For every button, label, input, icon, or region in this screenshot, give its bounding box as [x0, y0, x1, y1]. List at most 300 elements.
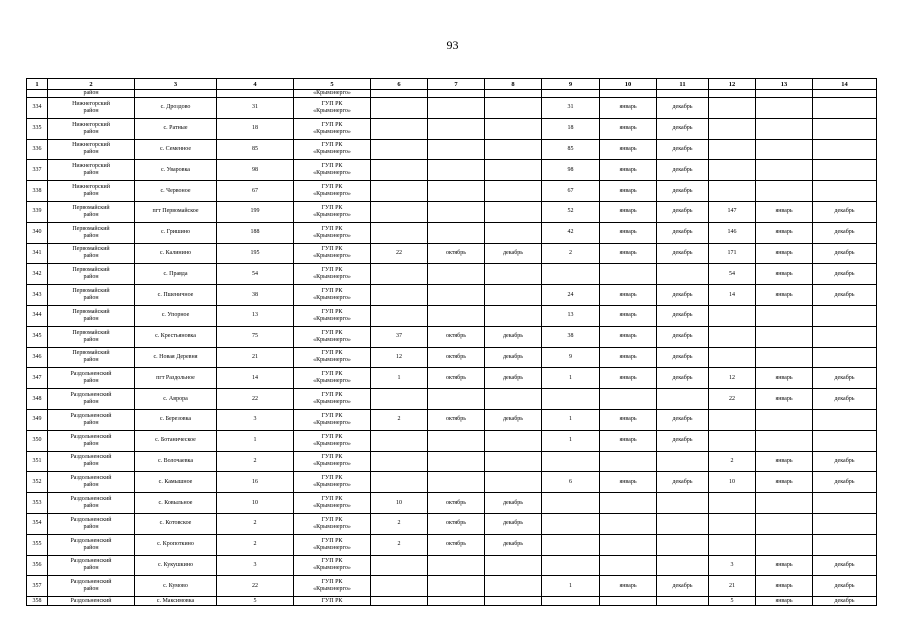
table-row-partial [27, 597, 877, 606]
cell-number: 343 [27, 285, 48, 306]
cell-district-line: район [83, 503, 99, 510]
cell-c12: 171 [709, 243, 756, 264]
table-row [27, 98, 877, 119]
cell-org-line: ГУП РК [321, 267, 343, 274]
cell-c12: 14 [709, 285, 756, 306]
cell-org-line: «Крымэнерго» [313, 211, 351, 218]
cell-org-line: ГУП РК [321, 308, 343, 315]
cell-org-line: ГУП РК [321, 121, 343, 128]
cell-org [294, 160, 371, 181]
cell-c10: январь [600, 368, 657, 389]
column-header: 7 [428, 79, 485, 90]
cell-district [48, 118, 135, 139]
cell-org-line: «Крымэнерго» [313, 523, 351, 530]
table-row [27, 139, 877, 160]
cell-district-line: Раздольненский [70, 371, 112, 378]
column-header: 10 [600, 79, 657, 90]
cell-c14: декабрь [813, 264, 877, 285]
cell-org [294, 326, 371, 347]
cell-district-line: район [83, 399, 99, 406]
cell-total: 5 [217, 597, 294, 606]
cell-org [294, 98, 371, 119]
cell-c14: декабрь [813, 555, 877, 576]
cell-org-line: «Крымэнерго» [313, 315, 351, 322]
cell-district [48, 139, 135, 160]
cell-c14 [813, 98, 877, 119]
cell-org-line: ГУП РК [321, 392, 343, 399]
cell-c7: октябрь [428, 513, 485, 534]
table-row [27, 389, 877, 410]
cell-c11: декабрь [657, 305, 709, 326]
cell-org-line: ГУП РК [321, 537, 343, 544]
cell-district-line: Раздольненский [70, 433, 112, 440]
cell-org-line: «Крымэнерго» [313, 274, 351, 281]
cell-c9 [542, 389, 600, 410]
cell-c8: декабрь [485, 243, 542, 264]
cell-district-line: Раздольненский [70, 496, 112, 503]
column-header: 5 [294, 79, 371, 90]
cell-district [48, 576, 135, 597]
cell-district-line: район [83, 295, 99, 302]
cell-total: 98 [217, 160, 294, 181]
cell-c11: декабрь [657, 181, 709, 202]
cell-c12: 146 [709, 222, 756, 243]
cell-c6: 2 [371, 513, 428, 534]
cell-total: 2 [217, 534, 294, 555]
cell-c10: январь [600, 160, 657, 181]
cell-org-line: «Крымэнерго» [313, 232, 351, 239]
cell-c11: декабрь [657, 368, 709, 389]
cell-district-line: Раздольненский [70, 558, 112, 565]
cell-empty [542, 90, 600, 98]
cell-number: 337 [27, 160, 48, 181]
cell-org [294, 451, 371, 472]
cell-c14: декабрь [813, 368, 877, 389]
cell-c13: январь [756, 201, 813, 222]
cell-empty [428, 90, 485, 98]
cell-org-line: «Крымэнерго» [313, 399, 351, 406]
cell-c7 [428, 98, 485, 119]
cell-district-line: Раздольненский [70, 392, 112, 399]
cell-total: 22 [217, 389, 294, 410]
cell-c7 [428, 555, 485, 576]
cell-empty [657, 597, 709, 606]
column-header: 13 [756, 79, 813, 90]
cell-c9: 9 [542, 347, 600, 368]
cell-c10: январь [600, 98, 657, 119]
cell-c12: 147 [709, 201, 756, 222]
cell-c13: январь [756, 451, 813, 472]
cell-org [294, 118, 371, 139]
cell-settlement: с. Ковыльное [135, 493, 217, 514]
cell-c11: декабрь [657, 160, 709, 181]
cell-number: 345 [27, 326, 48, 347]
cell-org [294, 222, 371, 243]
cell-c8: декабрь [485, 368, 542, 389]
cell-empty [135, 90, 217, 98]
cell-c8 [485, 472, 542, 493]
cell-c7 [428, 576, 485, 597]
cell-org-line: ГУП РК [321, 558, 343, 565]
cell-org-line: «Крымэнерго» [313, 378, 351, 385]
cell-c6 [371, 305, 428, 326]
cell-org-line: «Крымэнерго» [313, 440, 351, 447]
cell-settlement: с. Максимовка [135, 597, 217, 606]
cell-district-line: район [83, 378, 99, 385]
cell-org [294, 409, 371, 430]
cell-district: Раздольненский [48, 597, 135, 606]
cell-c14: декабрь [813, 243, 877, 264]
cell-district-line: район [83, 586, 99, 593]
cell-c10: январь [600, 409, 657, 430]
cell-org [294, 389, 371, 410]
cell-total: 21 [217, 347, 294, 368]
cell-c12 [709, 305, 756, 326]
cell-c11: декабрь [657, 409, 709, 430]
cell-c11 [657, 389, 709, 410]
cell-number: 338 [27, 181, 48, 202]
cell-c13 [756, 534, 813, 555]
cell-c13: январь [756, 389, 813, 410]
cell-district-line: Раздольненский [70, 475, 112, 482]
cell-district [48, 305, 135, 326]
cell-settlement: с. Березовка [135, 409, 217, 430]
cell-settlement: с. Семенное [135, 139, 217, 160]
cell-c14 [813, 493, 877, 514]
cell-district-line: район [83, 482, 99, 489]
cell-c9: 24 [542, 285, 600, 306]
cell-c12 [709, 534, 756, 555]
cell-district-line: район [83, 440, 99, 447]
cell-c6 [371, 430, 428, 451]
cell-c10 [600, 555, 657, 576]
cell-c8 [485, 555, 542, 576]
cell-org-line: «Крымэнерго» [313, 336, 351, 343]
cell-settlement: с. Правда [135, 264, 217, 285]
cell-district-line: Раздольненский [70, 454, 112, 461]
cell-settlement: с. Камышное [135, 472, 217, 493]
cell-number: 335 [27, 118, 48, 139]
cell-org-line: ГУП РК [321, 579, 343, 586]
cell-c13 [756, 160, 813, 181]
cell-c14 [813, 430, 877, 451]
cell-total: 75 [217, 326, 294, 347]
cell-c11: декабрь [657, 98, 709, 119]
cell-total: 31 [217, 98, 294, 119]
cell-org-line: «Крымэнерго» [313, 461, 351, 468]
cell-settlement: с. Новая Деревня [135, 347, 217, 368]
cell-c12 [709, 118, 756, 139]
cell-c13 [756, 181, 813, 202]
cell-org-line: «Крымэнерго» [313, 565, 351, 572]
cell-number: 357 [27, 576, 48, 597]
cell-c7 [428, 264, 485, 285]
column-header: 2 [48, 79, 135, 90]
cell-c6: 2 [371, 534, 428, 555]
cell-total: 199 [217, 201, 294, 222]
cell-number: 351 [27, 451, 48, 472]
cell-c12: 21 [709, 576, 756, 597]
cell-district-line: Первомайский [72, 246, 110, 253]
cell-org-line: ГУП РК [321, 225, 343, 232]
cell-c9 [542, 264, 600, 285]
column-header: 1 [27, 79, 48, 90]
cell-c9: 98 [542, 160, 600, 181]
cell-settlement: с. Волочаевка [135, 451, 217, 472]
cell-c13 [756, 347, 813, 368]
cell-district [48, 534, 135, 555]
cell-c13: январь [756, 472, 813, 493]
cell-org-line: ГУП РК [321, 100, 343, 107]
cell-total: 10 [217, 493, 294, 514]
cell-c13 [756, 326, 813, 347]
cell-empty [485, 90, 542, 98]
cell-c13: январь [756, 222, 813, 243]
cell-c9 [542, 534, 600, 555]
cell-c14: декабрь [813, 389, 877, 410]
cell-c9: 42 [542, 222, 600, 243]
cell-c13 [756, 305, 813, 326]
cell-total: 18 [217, 118, 294, 139]
cell-org [294, 201, 371, 222]
cell-org-line: «Крымэнерго» [313, 357, 351, 364]
cell-c8: декабрь [485, 409, 542, 430]
cell-org-line: ГУП РК [321, 329, 343, 336]
table-row [27, 305, 877, 326]
cell-district-line: район [83, 191, 99, 198]
cell-number: 353 [27, 493, 48, 514]
cell-district [48, 430, 135, 451]
table-row [27, 201, 877, 222]
cell-empty [600, 597, 657, 606]
cell-district-line: Первомайский [72, 288, 110, 295]
cell-c9: 1 [542, 430, 600, 451]
cell-org-line: «Крымэнерго» [313, 107, 351, 114]
table-row [27, 513, 877, 534]
cell-org-line: ГУП РК [321, 163, 343, 170]
cell-c6: 10 [371, 493, 428, 514]
cell-c10 [600, 513, 657, 534]
cell-c7: октябрь [428, 493, 485, 514]
cell-c7 [428, 451, 485, 472]
cell-total: 14 [217, 368, 294, 389]
cell-c13: январь [756, 285, 813, 306]
cell-c7: октябрь [428, 409, 485, 430]
cell-c9: 52 [542, 201, 600, 222]
cell-c8 [485, 160, 542, 181]
cell-org [294, 513, 371, 534]
cell-c6 [371, 389, 428, 410]
cell-c8 [485, 451, 542, 472]
cell-number: 342 [27, 264, 48, 285]
cell-org-line: «Крымэнерго» [313, 586, 351, 593]
cell-c10: январь [600, 285, 657, 306]
cell-c13: январь [756, 368, 813, 389]
cell-district-line: район [83, 336, 99, 343]
table-row [27, 409, 877, 430]
cell-settlement: пгт Раздольное [135, 368, 217, 389]
cell-c14 [813, 347, 877, 368]
cell-c12 [709, 409, 756, 430]
column-header: 4 [217, 79, 294, 90]
cell-total: 67 [217, 181, 294, 202]
cell-c10: январь [600, 118, 657, 139]
column-header: 12 [709, 79, 756, 90]
table-row [27, 264, 877, 285]
cell-c9: 1 [542, 576, 600, 597]
cell-total: 13 [217, 305, 294, 326]
cell-number: 339 [27, 201, 48, 222]
column-header: 14 [813, 79, 877, 90]
cell-total: 2 [217, 451, 294, 472]
cell-c9: 18 [542, 118, 600, 139]
cell-c12: 5 [709, 597, 756, 606]
cell-org-line: ГУП РК [321, 516, 343, 523]
cell-c7: октябрь [428, 534, 485, 555]
cell-c14 [813, 326, 877, 347]
cell-c13 [756, 98, 813, 119]
cell-c14: декабрь [813, 285, 877, 306]
cell-c14 [813, 118, 877, 139]
cell-c14 [813, 181, 877, 202]
table-row [27, 576, 877, 597]
cell-c6 [371, 118, 428, 139]
cell-settlement: с. Кукушкино [135, 555, 217, 576]
table-row [27, 118, 877, 139]
cell-total: 3 [217, 555, 294, 576]
cell-district [48, 409, 135, 430]
cell-c6 [371, 181, 428, 202]
cell-org-line: ГУП РК [321, 454, 343, 461]
cell-settlement: с. Упорное [135, 305, 217, 326]
table-row [27, 181, 877, 202]
cell-c6 [371, 264, 428, 285]
cell-c7 [428, 389, 485, 410]
cell-c9: 13 [542, 305, 600, 326]
cell-district [48, 555, 135, 576]
cell-district-line: Первомайский [72, 267, 110, 274]
cell-c7 [428, 181, 485, 202]
cell-c8 [485, 305, 542, 326]
cell-org-line: ГУП РК [321, 184, 343, 191]
cell-c13: январь [756, 597, 813, 606]
cell-number: 355 [27, 534, 48, 555]
cell-c8 [485, 389, 542, 410]
cell-c6: 37 [371, 326, 428, 347]
cell-c6 [371, 222, 428, 243]
cell-c10: январь [600, 472, 657, 493]
cell-district: район [48, 90, 135, 98]
cell-settlement: с. Кумово [135, 576, 217, 597]
cell-number: 350 [27, 430, 48, 451]
cell-total: 85 [217, 139, 294, 160]
cell-c6 [371, 555, 428, 576]
page-number: 93 [446, 38, 459, 52]
cell-c11 [657, 264, 709, 285]
cell-c6: 12 [371, 347, 428, 368]
cell-c7 [428, 118, 485, 139]
cell-c11: декабрь [657, 326, 709, 347]
cell-org-line: ГУП РК [321, 142, 343, 149]
cell-total: 195 [217, 243, 294, 264]
cell-district-line: Нижнегорский [72, 142, 110, 149]
cell-c14: декабрь [813, 201, 877, 222]
cell-c12 [709, 98, 756, 119]
cell-district [48, 98, 135, 119]
cell-c7 [428, 472, 485, 493]
cell-c6 [371, 139, 428, 160]
table-row [27, 555, 877, 576]
cell-number: 356 [27, 555, 48, 576]
cell-c14: декабрь [813, 576, 877, 597]
table-row [27, 160, 877, 181]
cell-district-line: Раздольненский [70, 579, 112, 586]
column-header: 6 [371, 79, 428, 90]
cell-c6 [371, 285, 428, 306]
cell-number: 341 [27, 243, 48, 264]
cell-org: «Крымэнерго» [294, 90, 371, 98]
header-row [27, 79, 877, 90]
cell-c8: декабрь [485, 347, 542, 368]
cell-c11 [657, 493, 709, 514]
cell-settlement: с. Ратные [135, 118, 217, 139]
cell-org [294, 285, 371, 306]
cell-district [48, 222, 135, 243]
cell-c13: январь [756, 555, 813, 576]
data-table [26, 78, 877, 606]
cell-c10 [600, 493, 657, 514]
table-row [27, 472, 877, 493]
cell-district-line: район [83, 315, 99, 322]
cell-c10 [600, 534, 657, 555]
cell-empty [542, 597, 600, 606]
cell-c12 [709, 139, 756, 160]
cell-c11: декабрь [657, 347, 709, 368]
cell-district-line: Нижнегорский [72, 163, 110, 170]
cell-district-line: район [83, 253, 99, 260]
cell-c8: декабрь [485, 534, 542, 555]
cell-c12: 12 [709, 368, 756, 389]
cell-district-line: район [83, 419, 99, 426]
cell-settlement: с. Аврора [135, 389, 217, 410]
column-header: 9 [542, 79, 600, 90]
cell-district [48, 326, 135, 347]
cell-org-line: ГУП РК [321, 350, 343, 357]
cell-org-line: «Крымэнерго» [313, 149, 351, 156]
cell-c12: 2 [709, 451, 756, 472]
cell-org-line: «Крымэнерго» [313, 170, 351, 177]
cell-c9: 1 [542, 409, 600, 430]
cell-district-line: Первомайский [72, 308, 110, 315]
cell-org-line: ГУП РК [321, 204, 343, 211]
cell-district-line: район [83, 565, 99, 572]
cell-number: 344 [27, 305, 48, 326]
cell-c14 [813, 305, 877, 326]
cell-org-line: ГУП РК [321, 371, 343, 378]
cell-district [48, 181, 135, 202]
cell-empty [27, 90, 48, 98]
cell-settlement: с. Крестьяновка [135, 326, 217, 347]
cell-c8 [485, 430, 542, 451]
cell-c6 [371, 472, 428, 493]
cell-c10: январь [600, 326, 657, 347]
cell-total: 1 [217, 430, 294, 451]
cell-c6 [371, 160, 428, 181]
cell-c14 [813, 139, 877, 160]
cell-org-line: «Крымэнерго» [313, 128, 351, 135]
cell-district-line: Нижнегорский [72, 121, 110, 128]
table-row [27, 243, 877, 264]
